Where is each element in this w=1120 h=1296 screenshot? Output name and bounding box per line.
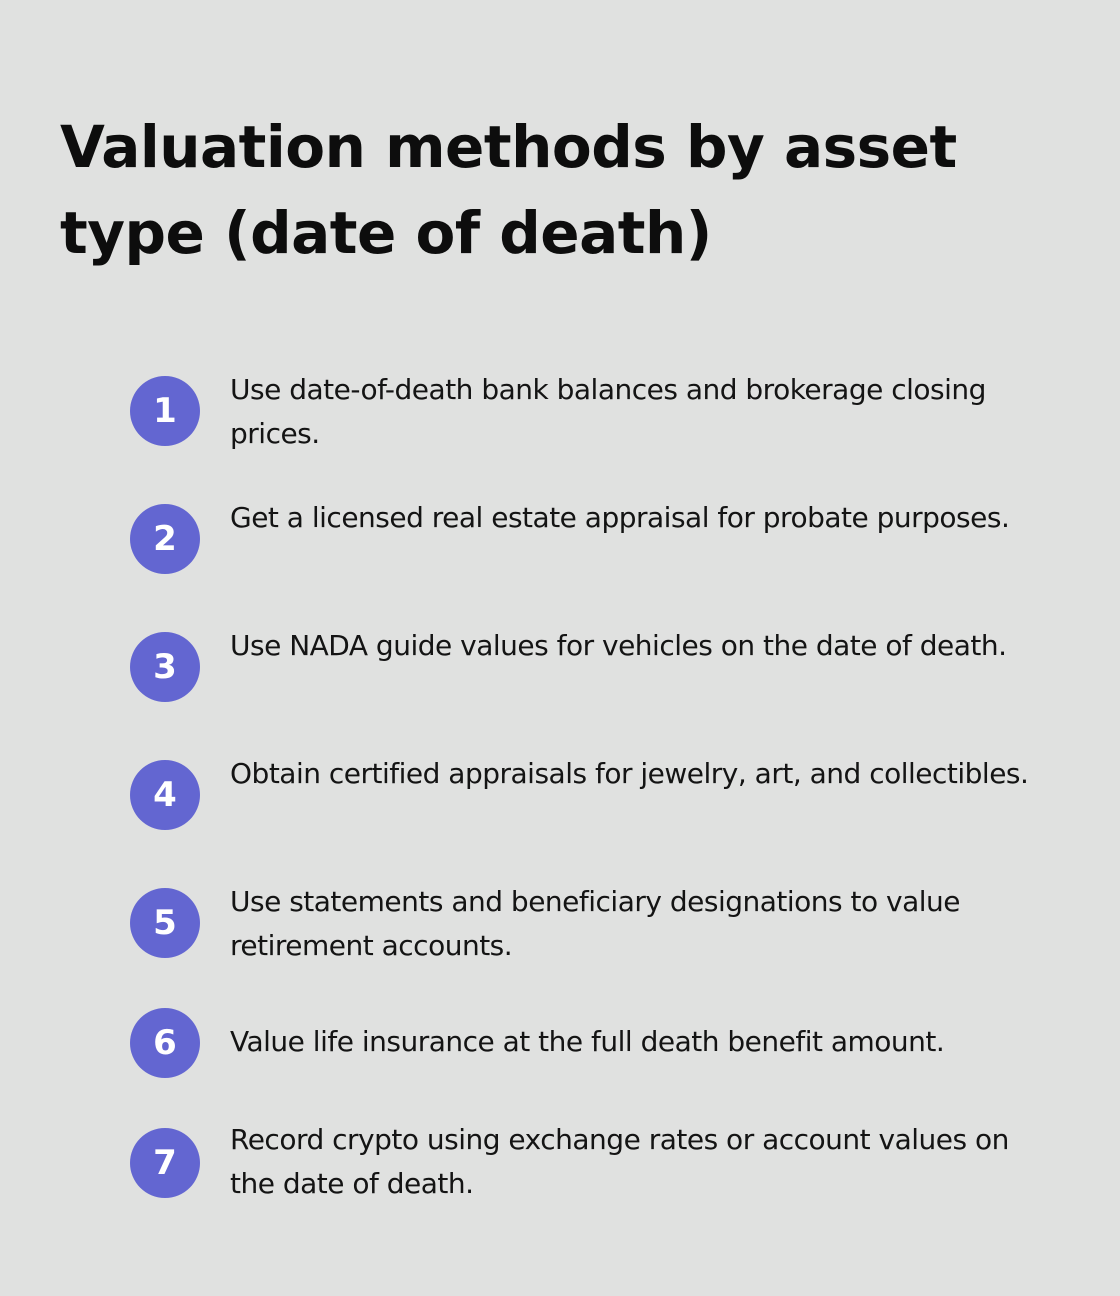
step-number-badge-5: 5: [130, 888, 200, 958]
step-text-3: Use NADA guide values for vehicles on the date of death.: [230, 629, 1007, 662]
step-text-2: Get a licensed real estate appraisal for probate purposes.: [230, 501, 1010, 534]
step-number-badge-7: 7: [130, 1128, 200, 1198]
step-number-badge-3: 3: [130, 632, 200, 702]
step-text-5: Use statements and beneficiary designations to value retirement accounts.: [230, 885, 961, 962]
step-text-6: Value life insurance at the full death benefit amount.: [230, 1025, 945, 1058]
step-text-4: Obtain certified appraisals for jewelry, art, and collectibles.: [230, 757, 1029, 790]
step-number-badge-4: 4: [130, 760, 200, 830]
step-number-badge-1: 1: [130, 376, 200, 446]
step-number-badge-2: 2: [130, 504, 200, 574]
step-number-badge-6: 6: [130, 1008, 200, 1078]
page-title-line-1: Valuation methods by asset: [60, 113, 957, 181]
page-title-line-2: type (date of death): [60, 199, 712, 267]
step-text-1: Use date-of-death bank balances and brokerage closing prices.: [230, 373, 986, 450]
step-text-7: Record crypto using exchange rates or account values on the date of death.: [230, 1123, 1009, 1200]
